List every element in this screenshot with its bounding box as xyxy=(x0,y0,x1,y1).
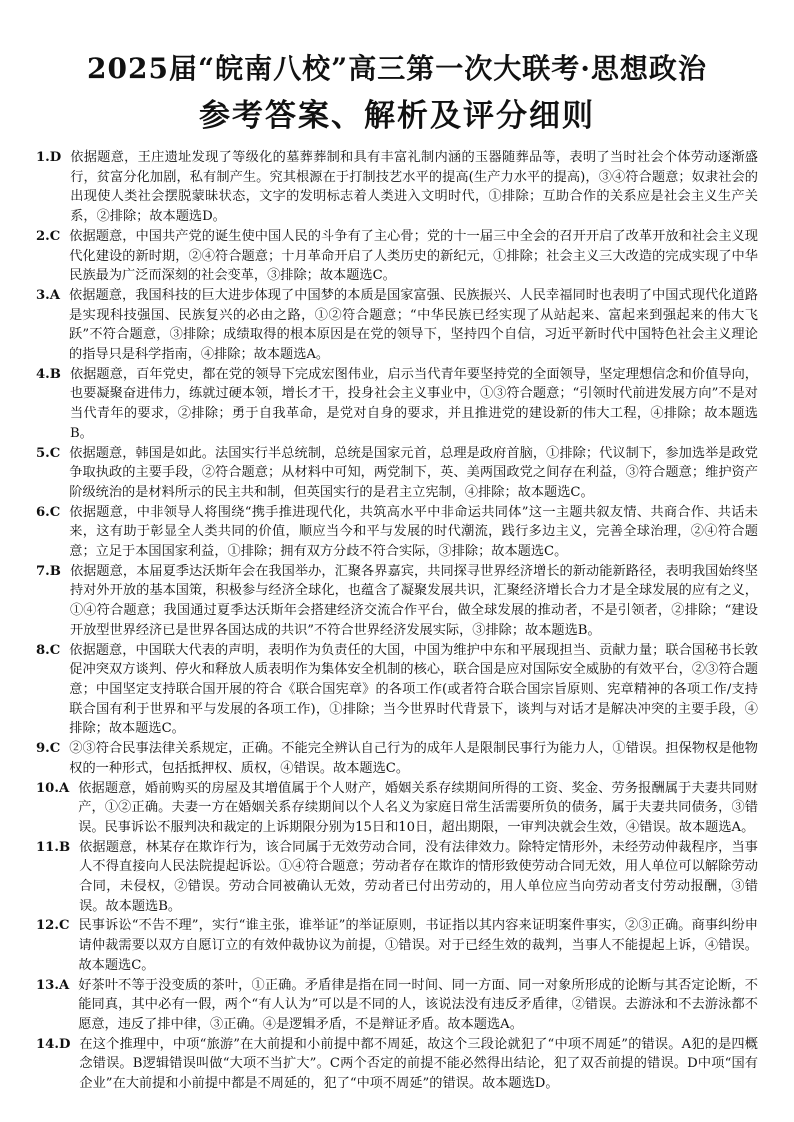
item-answer: B xyxy=(58,839,71,855)
item-explanation: 依据题意，中非领导人将围绕“携手推进现代化，共筑高水平中非命运共同体”这一主题共叙友情、共商合作、共话未来，这有助于彰显全人类共同的价值，顺应当今和平与发展的时代潮流，践行多边主义，完善全球治理，②④符合题意；立足于本国国家利益，①排除；拥有双方分歧不符合实际，③排除；故本题选C。 xyxy=(69,504,758,560)
answer-item-7 xyxy=(36,562,758,641)
answer-item-1 xyxy=(36,148,758,227)
item-explanation: 依据题意，中国共产党的诞生使中国人民的斗争有了主心骨；党的十一届三中全会的召开开启了改革开放和社会主义现代化建设的新时期，②④符合题意；十月革命开启了人类历史的新纪元，①排除；社会主义三大改造的完成实现了中华民族最为广泛而深刻的社会变革，③排除；故本题选C。 xyxy=(69,228,758,284)
answer-item-8 xyxy=(36,641,758,740)
answer-item-5 xyxy=(36,444,758,503)
item-number: 3. xyxy=(36,287,50,303)
item-answer: B xyxy=(49,563,61,579)
item-answer: C xyxy=(49,504,61,520)
item-number: 4. xyxy=(36,366,50,382)
item-explanation: 在这个推理中，中项“旅游”在大前提和小前提中都不周延，故这个三段论就犯了“中项不周延”的错误。A犯的是四概念错误。B逻辑错误叫做“大项不当扩大”。C两个否定的前提不能必然得出结论，犯了双否前提的错误。D中项“国有企业”在大前提和小前提中都是不周延的，犯了“中项不周延”的错误。故本题选D。 xyxy=(79,1036,758,1092)
item-number: 8. xyxy=(36,642,50,658)
item-number: 10. xyxy=(36,780,59,796)
item-answer: A xyxy=(58,780,70,796)
answer-item-6 xyxy=(36,503,758,562)
item-number: 2. xyxy=(36,228,50,244)
item-explanation: 依据题意，我国科技的巨大进步体现了中国梦的本质是国家富强、民族振兴、人民幸福同时也表明了中国式现代化道路是实现科技强国、民族复兴的必由之路，①②符合题意；“中华民族已经实现了从站起来、富起来到强起来的伟大飞跃”不符合题意，③排除；成绩取得的根本原因是在党的领导下，坚持四个自信，习近平新时代中国特色社会主义理论的指导只是科学指南，④排除；故本题选A。 xyxy=(69,287,758,363)
answer-item-10 xyxy=(36,779,758,838)
item-explanation: ②③符合民事法律关系规定，正确。不能完全辨认自己行为的成年人是限制民事行为能力人，①错误。担保物权是他物权的一种形式，包括抵押权、质权，④错误。故本题选C。 xyxy=(69,741,758,776)
answer-item-12 xyxy=(36,916,758,975)
item-answer: D xyxy=(49,150,62,165)
item-explanation: 民事诉讼“不告不理”，实行“谁主张，谁举证”的举证原则，书证指以其内容来证明案件事实，②③正确。商事纠纷申请仲裁需要以双方自愿订立的有效仲裁协议为前提，①错误。对于已经生效的裁判，当事人不能提起上诉，④错误。故本题选C。 xyxy=(78,918,758,973)
answer-item-3 xyxy=(36,286,758,365)
item-explanation: 依据题意，韩国是如此。法国实行半总统制，总统是国家元首，总理是政府首脑，①排除；代议制下，参加选举是政党争取执政的主要手段，②符合题意；从材料中可知，两党制下，英、美两国政党之间存在利益，③符合题意；维护资产阶级统治的是材料所示的民主共和制，但英国实行的是君主立宪制，④排除；故本题选C。 xyxy=(69,445,758,500)
answer-item-4 xyxy=(36,365,758,444)
answer-item-13 xyxy=(36,976,758,1035)
item-answer: D xyxy=(58,1036,71,1052)
item-answer: C xyxy=(49,741,61,757)
item-number: 9. xyxy=(36,741,50,757)
item-number: 14. xyxy=(36,1036,59,1052)
answer-list xyxy=(36,148,758,1094)
item-number: 7. xyxy=(36,563,50,579)
item-number: 12. xyxy=(36,918,59,934)
document-subtitle: 参考答案、解析及评分细则 xyxy=(199,98,595,134)
item-answer: B xyxy=(49,366,61,382)
item-explanation: 好茶叶不等于没变质的茶叶，①正确。矛盾律是指在同一时间、同一方面、同一对象所形成的论断与其否定论断，不能同真，其中必有一假，两个“有人认为”可以是不同的人，该说法没有违反矛盾律，②错误。去游泳和不去游泳都不愿意，违反了排中律，③正确。④是逻辑矛盾，不是辩证矛盾。故本题选A。 xyxy=(78,977,758,1032)
item-number: 13. xyxy=(36,977,59,993)
item-number: 11. xyxy=(36,839,59,855)
item-number: 5. xyxy=(36,445,50,461)
document-title: 2025届“皖南八校”高三第一次大联考·思想政治 xyxy=(87,52,707,85)
item-explanation: 依据题意，百年党史，都在党的领导下完成宏图伟业，启示当代青年要坚持党的全面领导，坚定理想信念和价值导向，也要凝聚奋进伟力，练就过硬本领，增长才干，投身社会主义事业中，①③符合题意；“引领时代前进发展方向”不是对当代青年的要求，②排除；勇于自我革命，是党对自身的要求，并且推进党的建设新的伟大工程，④排除；故本题选B。 xyxy=(69,366,758,441)
answer-item-14 xyxy=(36,1035,758,1094)
item-explanation: 依据题意，王庄遗址发现了等级化的墓葬葬制和具有丰富礼制内涵的玉器随葬品等，表明了当时社会个体劳动逐渐盛行，贫富分化加剧，私有制产生。究其根源在于打制技艺水平的提高(生产力水平的提高)，③④符合题意；奴隶社会的出现使人类社会摆脱蒙昧状态，文字的发明标志着人类进入文明时代，①排除；互助合作的关系应是社会主义生产关系，②排除；故本题选D。 xyxy=(70,150,758,225)
answer-item-11 xyxy=(36,838,758,917)
item-answer: A xyxy=(49,287,61,303)
answer-item-2 xyxy=(36,227,758,286)
item-answer: C xyxy=(49,642,61,658)
item-number: 6. xyxy=(36,504,50,520)
item-explanation: 依据题意，林某存在欺诈行为，该合同属于无效劳动合同，没有法律效力。除特定情形外，未经劳动仲裁程序，当事人不得直接向人民法院提起诉讼。①④符合题意；劳动者存在欺诈的情形致使劳动合同无效，用人单位可以解除劳动合同，未侵权，②错误。劳动合同被确认无效，劳动者已付出劳动的，用人单位应当向劳动者支付劳动报酬，③错误。故本题选B。 xyxy=(79,839,758,914)
item-answer: C xyxy=(49,228,61,244)
answer-item-9 xyxy=(36,739,758,778)
item-answer: C xyxy=(58,918,70,934)
item-number: 1. xyxy=(36,150,50,165)
item-answer: A xyxy=(58,977,70,993)
item-answer: C xyxy=(49,445,61,461)
item-explanation: 依据题意，本届夏季达沃斯年会在我国举办，汇聚各界嘉宾，共同探寻世界经济增长的新动能新路径，表明我国始终坚持对外开放的基本国策，积极参与经济全球化，也蕴含了凝聚发展共识，汇聚经济增长合力才是全球发展的应有之义，①④符合题意；我国通过夏季达沃斯年会搭建经济交流合作平台，做全球发展的推动者，不是引领者，②排除；“建设开放型世界经济已是世界各国达成的共识”不符合世界经济发展实际，③排除；故本题选B。 xyxy=(69,563,758,638)
item-explanation: 依据题意，婚前购买的房屋及其增值属于个人财产，婚姻关系存续期间所得的工资、奖金、劳务报酬属于夫妻共同财产，①②正确。夫妻一方在婚姻关系存续期间以个人名义为家庭日常生活需要所负的债务，属于夫妻共同债务，③错误。民事诉讼不服判决和裁定的上诉期限分别为15日和10日，超出期限，一审判决就会生效，④错误。故本题选A。 xyxy=(78,780,758,835)
item-explanation: 依据题意，中国联大代表的声明，表明作为负责任的大国，中国为维护中东和平展现担当、贡献力量；联合国秘书长敦促冲突双方谈判、停火和释放人质表明作为集体安全机制的核心，联合国是应对国际安全威胁的有效平台，②③符合题意；中国坚定支持联合国开展的符合《联合国宪章》的各项工作(或者符合联合国宗旨原则、宪章精神的各项工作/支持联合国有利于世界和平与发展的各项工作)，①排除；当今世界时代背景下，谈判与对话才是解决冲突的主要手段，④排除；故本题选C。 xyxy=(69,642,758,737)
